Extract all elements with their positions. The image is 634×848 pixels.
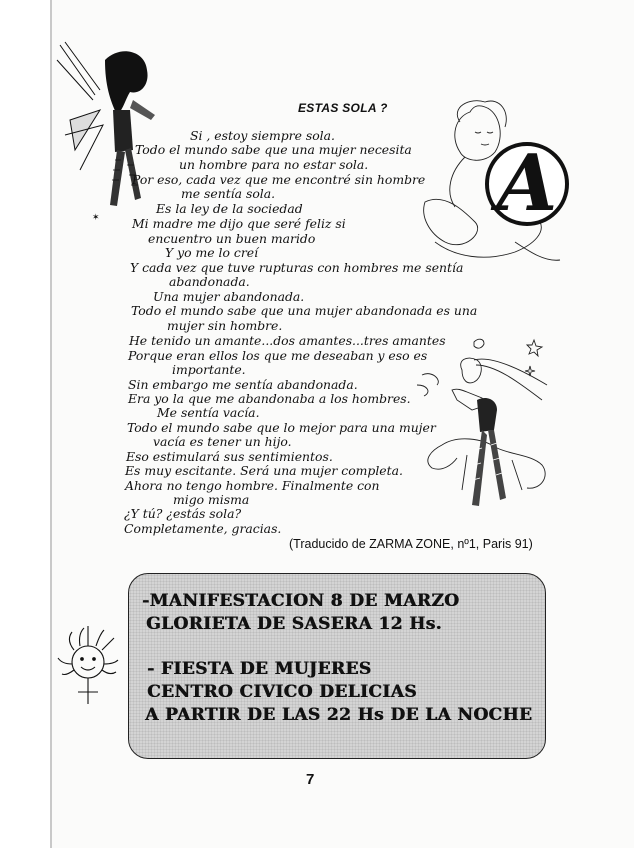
poem-line: encuentro un buen marido bbox=[148, 231, 316, 246]
poem-line: abandonada. bbox=[169, 274, 250, 289]
announcement-line: CENTRO CIVICO DELICIAS bbox=[147, 682, 417, 702]
page-margin bbox=[0, 0, 50, 848]
poem-line: Mi madre me dijo que seré feliz si bbox=[132, 216, 346, 231]
poem-line: Era yo la que me abandonaba a los hombres. bbox=[128, 391, 411, 406]
star-icon: ✶ bbox=[92, 212, 100, 222]
poem-line: Y cada vez que tuve rupturas con hombres me sentía bbox=[130, 260, 464, 275]
poem-line: Todo el mundo sabe que una mujer abandonada es una bbox=[131, 303, 478, 318]
poem-line: Es muy escitante. Será una mujer completa. bbox=[125, 463, 403, 478]
announcement-line: A PARTIR DE LAS 22 Hs DE LA NOCHE bbox=[145, 705, 533, 725]
poem-line: Eso estimulará sus sentimientos. bbox=[126, 449, 333, 464]
anarchy-woman-illustration bbox=[415, 92, 575, 277]
article-title: ESTAS SOLA ? bbox=[298, 101, 388, 115]
poem-line: Es la ley de la sociedad bbox=[156, 201, 303, 216]
announcement-line: GLORIETA DE SASERA 12 Hs. bbox=[146, 614, 442, 634]
poem-line: Y yo me lo creí bbox=[165, 245, 259, 260]
poem-line: Todo el mundo sabe que lo mejor para una mujer bbox=[127, 420, 436, 435]
poem-line: ¿Y tú? ¿estás sola? bbox=[124, 506, 242, 521]
announcement-line: -MANIFESTACION 8 DE MARZO bbox=[142, 591, 460, 611]
poem-line: Sin embargo me sentía abandonada. bbox=[128, 377, 358, 392]
event-announcement-box bbox=[128, 573, 546, 759]
poem-line: importante. bbox=[172, 362, 246, 377]
page-edge bbox=[50, 0, 52, 848]
poem-line: Me sentía vacía. bbox=[157, 405, 260, 420]
smiley-female-symbol-icon bbox=[44, 620, 134, 710]
poem-line: Porque eran ellos los que me deseaban y eso es bbox=[128, 348, 428, 363]
poem-line: Ahora no tengo hombre. Finalmente con bbox=[125, 478, 380, 493]
poem-line: Completamente, gracias. bbox=[124, 521, 282, 536]
poem-line: Todo el mundo sabe que una mujer necesita bbox=[135, 142, 412, 157]
poem-line: mujer sin hombre. bbox=[167, 318, 283, 333]
poem-line: un hombre para no estar sola. bbox=[179, 157, 369, 172]
winged-woman-illustration bbox=[55, 40, 160, 215]
translation-credit: (Traducido de ZARMA ZONE, nº1, Paris 91) bbox=[289, 537, 533, 551]
anarchy-a-logo: A bbox=[496, 138, 558, 229]
page-number: 7 bbox=[306, 771, 315, 788]
poem-line: Una mujer abandonada. bbox=[153, 289, 305, 304]
poem-line: me sentía sola. bbox=[181, 186, 276, 201]
poem-line: Si , estoy siempre sola. bbox=[190, 128, 335, 143]
poem-line: vacía es tener un hijo. bbox=[153, 434, 292, 449]
poem-line: migo misma bbox=[173, 492, 250, 507]
announcement-line: - FIESTA DE MUJERES bbox=[147, 659, 372, 679]
poem-line: He tenido un amante...dos amantes...tres amantes bbox=[129, 333, 446, 348]
poem-line: Por eso, cada vez que me encontré sin hombre bbox=[132, 172, 426, 187]
